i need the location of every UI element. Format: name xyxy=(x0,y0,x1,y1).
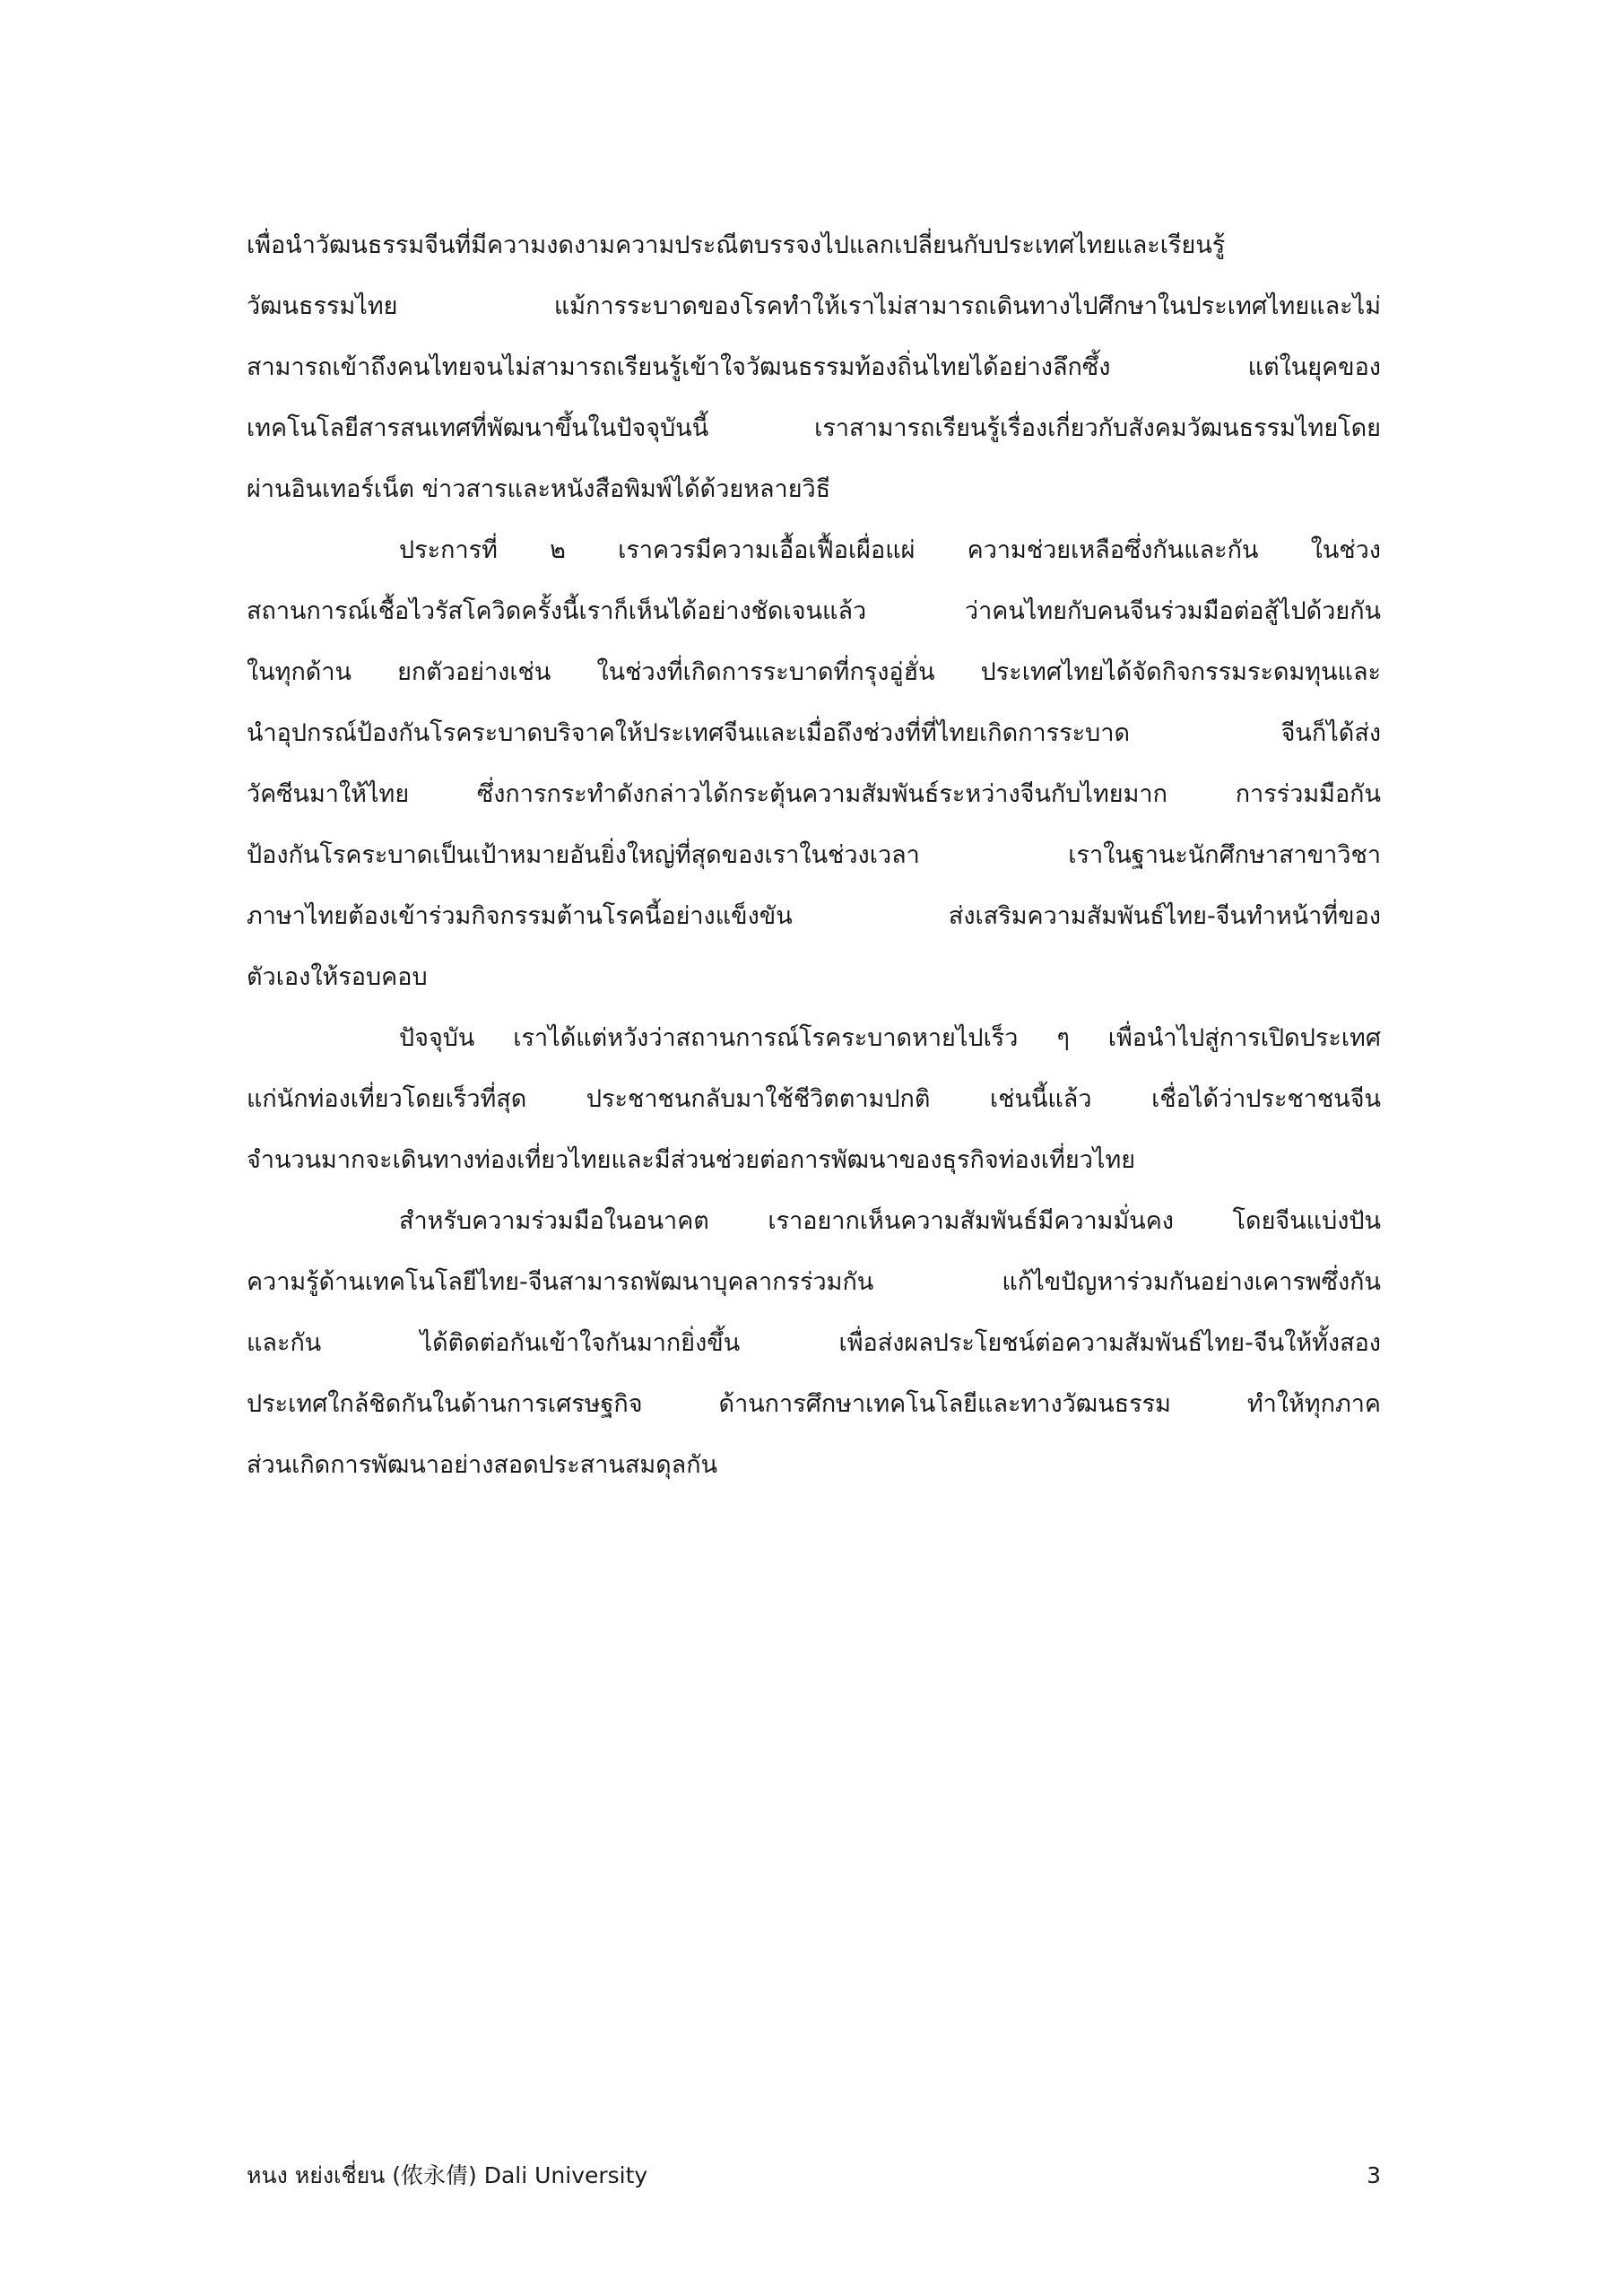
paragraph-2 xyxy=(247,520,1381,1008)
text-line: ผ่านอินเทอร์เน็ต ข่าวสารและหนังสือพิมพ์ได้ด้วยหลายวิธี xyxy=(247,475,831,503)
paragraph-1 xyxy=(247,215,1381,520)
text-line: วัคซีนมาให้ไทย ซึ่งการกระทำดังกล่าวได้กระตุ้นความสัมพันธ์ระหว่างจีนกับไทยมาก การร่วมมือกัน xyxy=(247,780,1381,808)
paragraph-3 xyxy=(247,1008,1381,1191)
text-line: ตัวเองให้รอบคอบ xyxy=(247,963,428,991)
text-line: จำนวนมากจะเดินทางท่องเที่ยวไทยและมีส่วนช่วยต่อการพัฒนาของธุรกิจท่องเที่ยวไทย xyxy=(247,1146,1136,1174)
text-line: ความรู้ด้านเทคโนโลยีไทย-จีนสามารถพัฒนาบุคลากรร่วมกัน แก้ไขปัญหาร่วมกันอย่างเคารพซึ่งกัน xyxy=(247,1268,1381,1296)
text-line: แก่นักท่องเที่ยวโดยเร็วที่สุด ประชาชนกลับมาใช้ชีวิตตามปกติ เช่นนี้แล้ว เชื่อได้ว่าประชาชนจีน xyxy=(247,1085,1381,1113)
text-line: สามารถเข้าถึงคนไทยจนไม่สามารถเรียนรู้เข้าใจวัฒนธรรมท้องถิ่นไทยได้อย่างลึกซึ้ง แต่ในยุคของ xyxy=(247,353,1381,381)
text-line: สำหรับความร่วมมือในอนาคต เราอยากเห็นความสัมพันธ์มีความมั่นคง โดยจีนแบ่งปัน xyxy=(399,1207,1381,1235)
text-line: ส่วนเกิดการพัฒนาอย่างสอดประสานสมดุลกัน xyxy=(247,1451,718,1479)
page-footer xyxy=(247,2160,1381,2192)
text-line: เทคโนโลยีสารสนเทศที่พัฒนาขึ้นในปัจจุบันนี้ เราสามารถเรียนรู้เรื่องเกี่ยวกับสังคมวัฒนธรรมไทยโดย xyxy=(247,414,1381,442)
text-line: ภาษาไทยต้องเข้าร่วมกิจกรรมต้านโรคนี้อย่างแข็งขัน ส่งเสริมความสัมพันธ์ไทย-จีนทำหน้าที่ของ xyxy=(247,902,1381,930)
paragraph-4 xyxy=(247,1191,1381,1496)
text-line: ปัจจุบัน เราได้แต่หวังว่าสถานการณ์โรคระบาดหายไปเร็ว ๆ เพื่อนำไปสู่การเปิดประเทศ xyxy=(399,1024,1381,1052)
text-line: วัฒนธรรมไทย แม้การระบาดของโรคทำให้เราไม่สามารถเดินทางไปศึกษาในประเทศไทยและไม่ xyxy=(247,292,1381,320)
text-line: และกัน ได้ติดต่อกันเข้าใจกันมากยิ่งขึ้น เพื่อส่งผลประโยชน์ต่อความสัมพันธ์ไทย-จีนให้ทั้งสอง xyxy=(247,1329,1381,1357)
text-line: นำอุปกรณ์ป้องกันโรคระบาดบริจาคให้ประเทศจีนและเมื่อถึงช่วงที่ที่ไทยเกิดการระบาด จีนก็ได้ส่ง xyxy=(247,719,1381,747)
text-line: สถานการณ์เชื้อไวรัสโควิดครั้งนี้เราก็เห็นได้อย่างชัดเจนแล้ว ว่าคนไทยกับคนจีนร่วมมือต่อสู้ไปด้วยกัน xyxy=(247,597,1381,625)
text-line: ในทุกด้าน ยกตัวอย่างเช่น ในช่วงที่เกิดการระบาดที่กรุงอู่ฮั่น ประเทศไทยได้จัดกิจกรรมระดมทุนและ xyxy=(247,658,1381,686)
text-line: ป้องกันโรคระบาดเป็นเป้าหมายอันยิ่งใหญ่ที่สุดของเราในช่วงเวลา เราในฐานะนักศึกษาสาขาวิชา xyxy=(247,841,1381,869)
page-number: 3 xyxy=(1367,2162,1381,2188)
text-line: ประการที่ ๒ เราควรมีความเอื้อเฟื้อเผื่อแผ่ ความช่วยเหลือซึ่งกันและกัน ในช่วง xyxy=(399,536,1381,564)
text-line: ประเทศใกล้ชิดกันในด้านการเศรษฐกิจ ด้านการศึกษาเทคโนโลยีและทางวัฒนธรรม ทำให้ทุกภาค xyxy=(247,1390,1381,1418)
footer-author: หนง หย่งเชี่ยน (侬永倩) Dali University xyxy=(247,2162,648,2188)
text-line: เพื่อนำวัฒนธรรมจีนที่มีความงดงามความประณีตบรรจงไปแลกเปลี่ยนกับประเทศไทยและเรียนรู้ xyxy=(247,231,1226,259)
body-text xyxy=(247,215,1381,1496)
